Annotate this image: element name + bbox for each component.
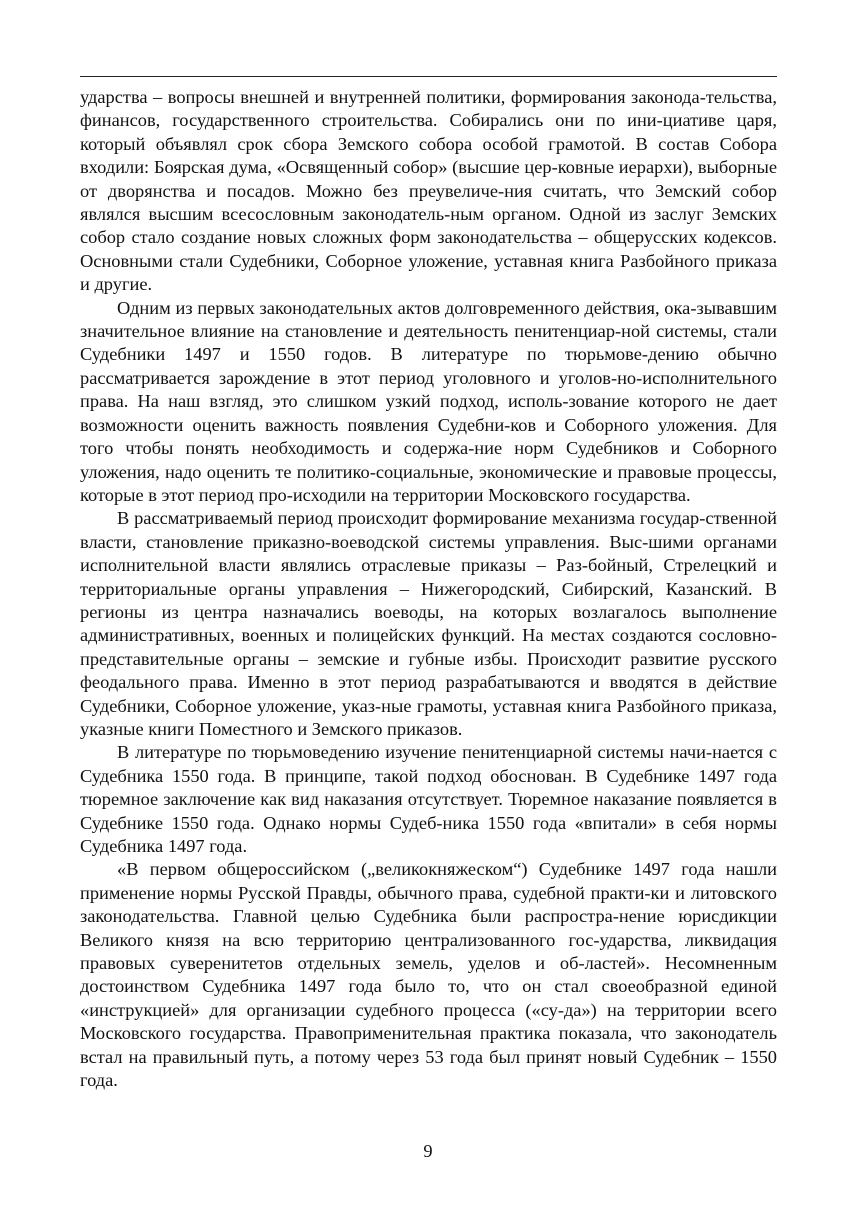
page-body bbox=[80, 86, 777, 1092]
page-number: 9 bbox=[423, 1141, 433, 1161]
paragraph-continuation: ударства – вопросы внешней и внутренней политики, формирования законода-тельства, финансов, государственного строительства. Собирались они по ини-циативе царя, который объявлял срок сбора Земского собора особой грамотой. В состав Собора входили: Боярская дума, «Освященный собор» (высшие цер-ковные иерархи), выборные от дворянства и посадов. Можно без преувеличе-ния считать, что Земский собор являлся высшим всесословным законодатель-ным органом. Одной из заслуг Земских собор стало создание новых сложных форм законодательства – общерусских кодексов. Основными стали Судебники, Соборное уложение, уставная книга Разбойного приказа и другие. bbox=[80, 87, 777, 295]
paragraph: «В первом общероссийском („великокняжеском“) Судебнике 1497 года нашли применение нормы Русской Правды, обычного права, судебной практи-ки и литовского законодательства. Главной целью Судебника были распростра-нение юрисдикции Великого князя на всю территорию централизованного гос-ударства, ликвидация правовых суверенитетов отдельных земель, уделов и об-ластей». Несомненным достоинством Судебника 1497 года было то, что он стал своеобразной единой «инструкцией» для организации судебного процесса («су-да») на территории всего Московского государства. Правоприменительная практика показала, что законодатель встал на правильный путь, а потому через 53 года был принят новый Судебник – 1550 года. bbox=[80, 859, 777, 1091]
paragraph: В литературе по тюрьмоведению изучение пенитенциарной системы начи-нается с Судебника 1550 года. В принципе, такой подход обоснован. В Судебнике 1497 года тюремное заключение как вид наказания отсутствует. Тюремное наказание появляется в Судебнике 1550 года. Однако нормы Судеб-ника 1550 года «впитали» в себя нормы Судебника 1497 года. bbox=[80, 742, 777, 856]
paragraph: В рассматриваемый период происходит формирование механизма государ-ственной власти, становление приказно-воеводской системы управления. Выс-шими органами исполнительной власти являлись отраслевые приказы – Раз-бойный, Стрелецкий и территориальные органы управления – Нижегородский, Сибирский, Казанский. В регионы из центра назначались воеводы, на которых возлагалось выполнение административных, военных и полицейских функций. На местах создаются сословно-представительные органы – земские и губные избы. Происходит развитие русского феодального права. Именно в этот период разрабатываются и вводятся в действие Судебники, Соборное уложение, указ-ные грамоты, уставная книга Разбойного приказа, указные книги Поместного и Земского приказов. bbox=[80, 508, 777, 739]
paragraph: Одним из первых законодательных актов долговременного действия, ока-зывавшим значительное влияние на становление и деятельность пенитенциар-ной системы, стали Судебники 1497 и 1550 годов. В литературе по тюрьмове-дению обычно рассматривается зарождение в этот период уголовного и уголов-но-исполнительного права. На наш взгляд, это слишком узкий подход, исполь-зование которого не дает возможности оценить важность появления Судебни-ков и Соборного уложения. Для того чтобы понять необходимость и содержа-ние норм Судебников и Соборного уложения, надо оценить те политико-социальные, экономические и правовые процессы, которые в этот период про-исходили на территории Московского государства. bbox=[80, 297, 777, 505]
header-rule bbox=[80, 76, 777, 77]
